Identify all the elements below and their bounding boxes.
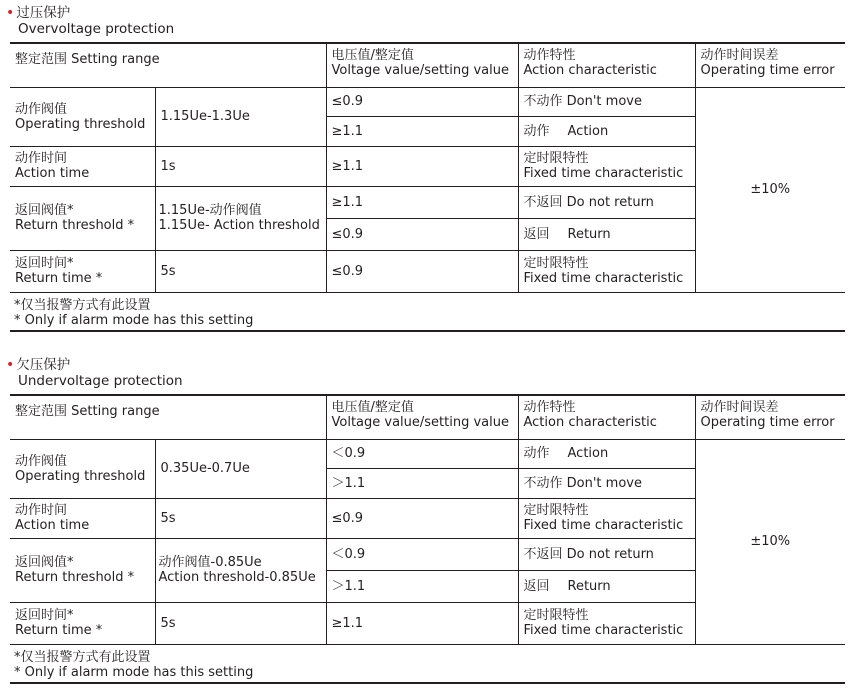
range-value: 5s bbox=[155, 250, 326, 292]
table-header-row bbox=[10, 395, 845, 439]
range-value: 0.35Ue-0.7Ue bbox=[155, 439, 326, 498]
footnote-zh: *仅当报警方式有此设置 bbox=[14, 298, 151, 313]
range-value: 5s bbox=[155, 602, 326, 644]
undervoltage-footnote bbox=[10, 648, 845, 684]
characteristic-value: 定时限特性 Fixed time characteristic bbox=[518, 250, 695, 292]
characteristic-value: 不动作 Don't move bbox=[518, 87, 695, 116]
footnote-en: * Only if alarm mode has this setting bbox=[14, 665, 254, 680]
table-row bbox=[10, 87, 845, 116]
time-error-value: ±10% bbox=[695, 87, 845, 292]
voltage-value: ＜0.9 bbox=[326, 439, 518, 468]
characteristic-value: 不返回 Do not return bbox=[518, 538, 695, 570]
voltage-value: ≥1.1 bbox=[326, 602, 518, 644]
voltage-value: ＜0.9 bbox=[326, 538, 518, 570]
range-value: 1.15Ue-1.3Ue bbox=[155, 87, 326, 146]
range-value: 5s bbox=[155, 498, 326, 538]
characteristic-value: 动作 Action bbox=[518, 439, 695, 468]
undervoltage-title-en: Undervoltage protection bbox=[18, 373, 183, 389]
header-time-error: 动作时间误差 Operating time error bbox=[695, 43, 845, 87]
characteristic-value: 不返回 Do not return bbox=[518, 186, 695, 218]
table-header-row bbox=[10, 43, 845, 87]
param-return-time: 返回时间* Return time * bbox=[10, 602, 155, 644]
characteristic-value: 定时限特性 Fixed time characteristic bbox=[518, 498, 695, 538]
header-setting-range: 整定范围 Setting range bbox=[10, 395, 326, 439]
characteristic-value: 返回 Return bbox=[518, 218, 695, 250]
param-operating-threshold: 动作阀值 Operating threshold bbox=[10, 439, 155, 498]
overvoltage-title-zh: 过压保护 bbox=[16, 5, 71, 21]
header-setting-range: 整定范围 Setting range bbox=[10, 43, 326, 87]
voltage-value: ≤0.9 bbox=[326, 218, 518, 250]
undervoltage-title-zh: 欠压保护 bbox=[16, 357, 71, 373]
characteristic-value: 返回 Return bbox=[518, 570, 695, 602]
footnote-zh: *仅当报警方式有此设置 bbox=[14, 650, 151, 665]
characteristic-value: 动作 Action bbox=[518, 116, 695, 146]
header-characteristic: 动作特性 Action characteristic bbox=[518, 43, 695, 87]
bullet-icon: • bbox=[6, 357, 15, 373]
undervoltage-table bbox=[10, 394, 845, 645]
param-return-time: 返回时间* Return time * bbox=[10, 250, 155, 292]
header-time-error: 动作时间误差 Operating time error bbox=[695, 395, 845, 439]
header-voltage: 电压值/整定值 Voltage value/setting value bbox=[326, 43, 518, 87]
header-characteristic: 动作特性 Action characteristic bbox=[518, 395, 695, 439]
param-action-time: 动作时间 Action time bbox=[10, 146, 155, 186]
range-value: 1s bbox=[155, 146, 326, 186]
bullet-icon: • bbox=[6, 5, 15, 21]
voltage-value: ＞1.1 bbox=[326, 570, 518, 602]
time-error-value: ±10% bbox=[695, 439, 845, 644]
overvoltage-footnote bbox=[10, 296, 845, 332]
characteristic-value: 不动作 Don't move bbox=[518, 468, 695, 498]
param-return-threshold: 返回阀值* Return threshold * bbox=[10, 538, 155, 602]
voltage-value: ≤0.9 bbox=[326, 498, 518, 538]
voltage-value: ＞1.1 bbox=[326, 468, 518, 498]
voltage-value: ≤0.9 bbox=[326, 250, 518, 292]
voltage-value: ≤0.9 bbox=[326, 87, 518, 116]
range-value: 动作阀值-0.85Ue Action threshold-0.85Ue bbox=[155, 538, 326, 602]
table-row bbox=[10, 439, 845, 468]
param-return-threshold: 返回阀值* Return threshold * bbox=[10, 186, 155, 250]
characteristic-value: 定时限特性 Fixed time characteristic bbox=[518, 146, 695, 186]
voltage-value: ≥1.1 bbox=[326, 186, 518, 218]
characteristic-value: 定时限特性 Fixed time characteristic bbox=[518, 602, 695, 644]
footnote-en: * Only if alarm mode has this setting bbox=[14, 313, 254, 328]
undervoltage-title bbox=[6, 357, 183, 389]
voltage-value: ≥1.1 bbox=[326, 146, 518, 186]
overvoltage-table bbox=[10, 42, 845, 293]
header-voltage: 电压值/整定值 Voltage value/setting value bbox=[326, 395, 518, 439]
param-action-time: 动作时间 Action time bbox=[10, 498, 155, 538]
range-value: 1.15Ue-动作阀值 1.15Ue- Action threshold bbox=[155, 186, 326, 250]
overvoltage-title-en: Overvoltage protection bbox=[18, 21, 175, 37]
param-operating-threshold: 动作阀值 Operating threshold bbox=[10, 87, 155, 146]
overvoltage-title bbox=[6, 5, 174, 37]
voltage-value: ≥1.1 bbox=[326, 116, 518, 146]
